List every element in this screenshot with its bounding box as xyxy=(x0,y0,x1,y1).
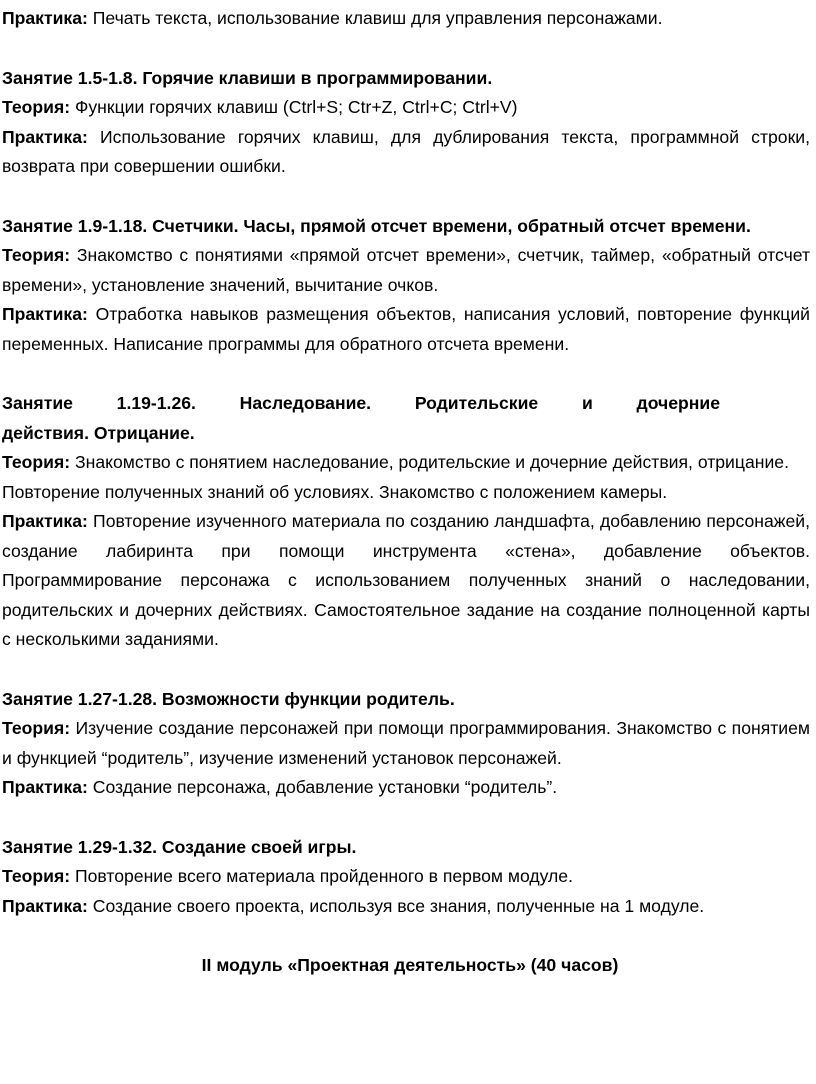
theory-text: Знакомство с понятиями «прямой отсчет времени», счетчик, таймер, «обратный отсчет времени», установление значений, вычитание очков. xyxy=(2,245,810,295)
module-title: II модуль «Проектная деятельность» (40 часов) xyxy=(201,955,619,975)
practice-text: Создание своего проекта, используя все знания, полученные на 1 модуле. xyxy=(92,895,705,916)
practice-label: Практика: xyxy=(2,777,88,797)
lesson-theory xyxy=(2,714,810,773)
theory-text: Знакомство с понятием наследование, родительские и дочерние действия, отрицание. Повторение полученных знаний об условиях. Знакомство с положением камеры. xyxy=(2,452,789,502)
lesson-1-19-1-26 xyxy=(2,389,810,655)
lesson-1-29-1-32 xyxy=(2,833,810,922)
lesson-1-27-1-28 xyxy=(2,685,810,803)
theory-text: Изучение создание персонажей при помощи программирования. Знакомство с понятием и функцией “родитель”, изучение изменений установок персонажей. xyxy=(2,718,810,768)
lesson-practice xyxy=(2,507,810,655)
top-practice xyxy=(2,4,810,34)
theory-label: Теория: xyxy=(2,718,71,738)
lesson-practice xyxy=(2,892,810,922)
lesson-theory xyxy=(2,241,810,300)
lesson-theory xyxy=(2,448,810,507)
practice-text: Создание персонажа, добавление установки “родитель”. xyxy=(92,777,558,797)
lesson-theory xyxy=(2,862,810,892)
top-practice-text: Печать текста, использование клавиш для управления персонажами. xyxy=(92,8,663,28)
theory-label: Теория: xyxy=(2,97,71,117)
lesson-heading-line-1: Занятие 1.19-1.26. Наследование. Родительские и дочерние xyxy=(2,393,720,413)
theory-label: Теория: xyxy=(2,245,71,265)
spacer xyxy=(2,655,810,685)
theory-label: Теория: xyxy=(2,452,71,472)
lesson-practice xyxy=(2,773,810,803)
spacer xyxy=(2,921,810,951)
lesson-heading: Занятие 1.5-1.8. Горячие клавиши в программировании. xyxy=(2,67,493,88)
lesson-1-5-1-8 xyxy=(2,64,810,182)
practice-label: Практика: xyxy=(2,8,88,28)
spacer xyxy=(2,359,810,389)
practice-label: Практика: xyxy=(2,304,88,324)
practice-label: Практика: xyxy=(2,511,88,531)
lesson-heading: Занятие 1.9-1.18. Счетчики. Часы, прямой отсчет времени, обратный отсчет времени. xyxy=(2,215,751,236)
lesson-practice xyxy=(2,300,810,359)
theory-text: Функции горячих клавиш (Ctrl+S; Ctr+Z, Ctrl+C; Ctrl+V) xyxy=(74,97,518,117)
theory-text: Повторение всего материала пройденного в первом модуле. xyxy=(74,866,573,886)
lesson-heading: Занятие 1.27-1.28. Возможности функции родитель. xyxy=(2,688,455,709)
lesson-theory xyxy=(2,93,810,123)
lesson-practice xyxy=(2,123,810,182)
practice-label: Практика: xyxy=(2,895,88,916)
lesson-heading: Занятие 1.29-1.32. Создание своей игры. xyxy=(2,836,357,857)
lesson-heading-line-2: действия. Отрицание. xyxy=(2,422,195,443)
lesson-1-9-1-18 xyxy=(2,212,810,360)
spacer xyxy=(2,34,810,64)
spacer xyxy=(2,182,810,212)
practice-text: Использование горячих клавиш, для дублирования текста, программной строки, возврата при совершении ошибки. xyxy=(2,126,810,176)
spacer xyxy=(2,803,810,833)
practice-text: Повторение изученного материала по созданию ландшафта, добавлению персонажей, создание лабиринта при помощи инструмента «стена», добавление объектов. Программирование персонажа с использованием полученных знаний о наследовании, родительских и дочерних действиях. Самостоятельное задание на создание полноценной карты с несколькими заданиями. xyxy=(2,511,810,649)
practice-label: Практика: xyxy=(2,126,88,147)
practice-text: Отработка навыков размещения объектов, написания условий, повторение функций переменных. Написание программы для обратного отсчета времени. xyxy=(2,304,810,354)
theory-label: Теория: xyxy=(2,866,71,886)
